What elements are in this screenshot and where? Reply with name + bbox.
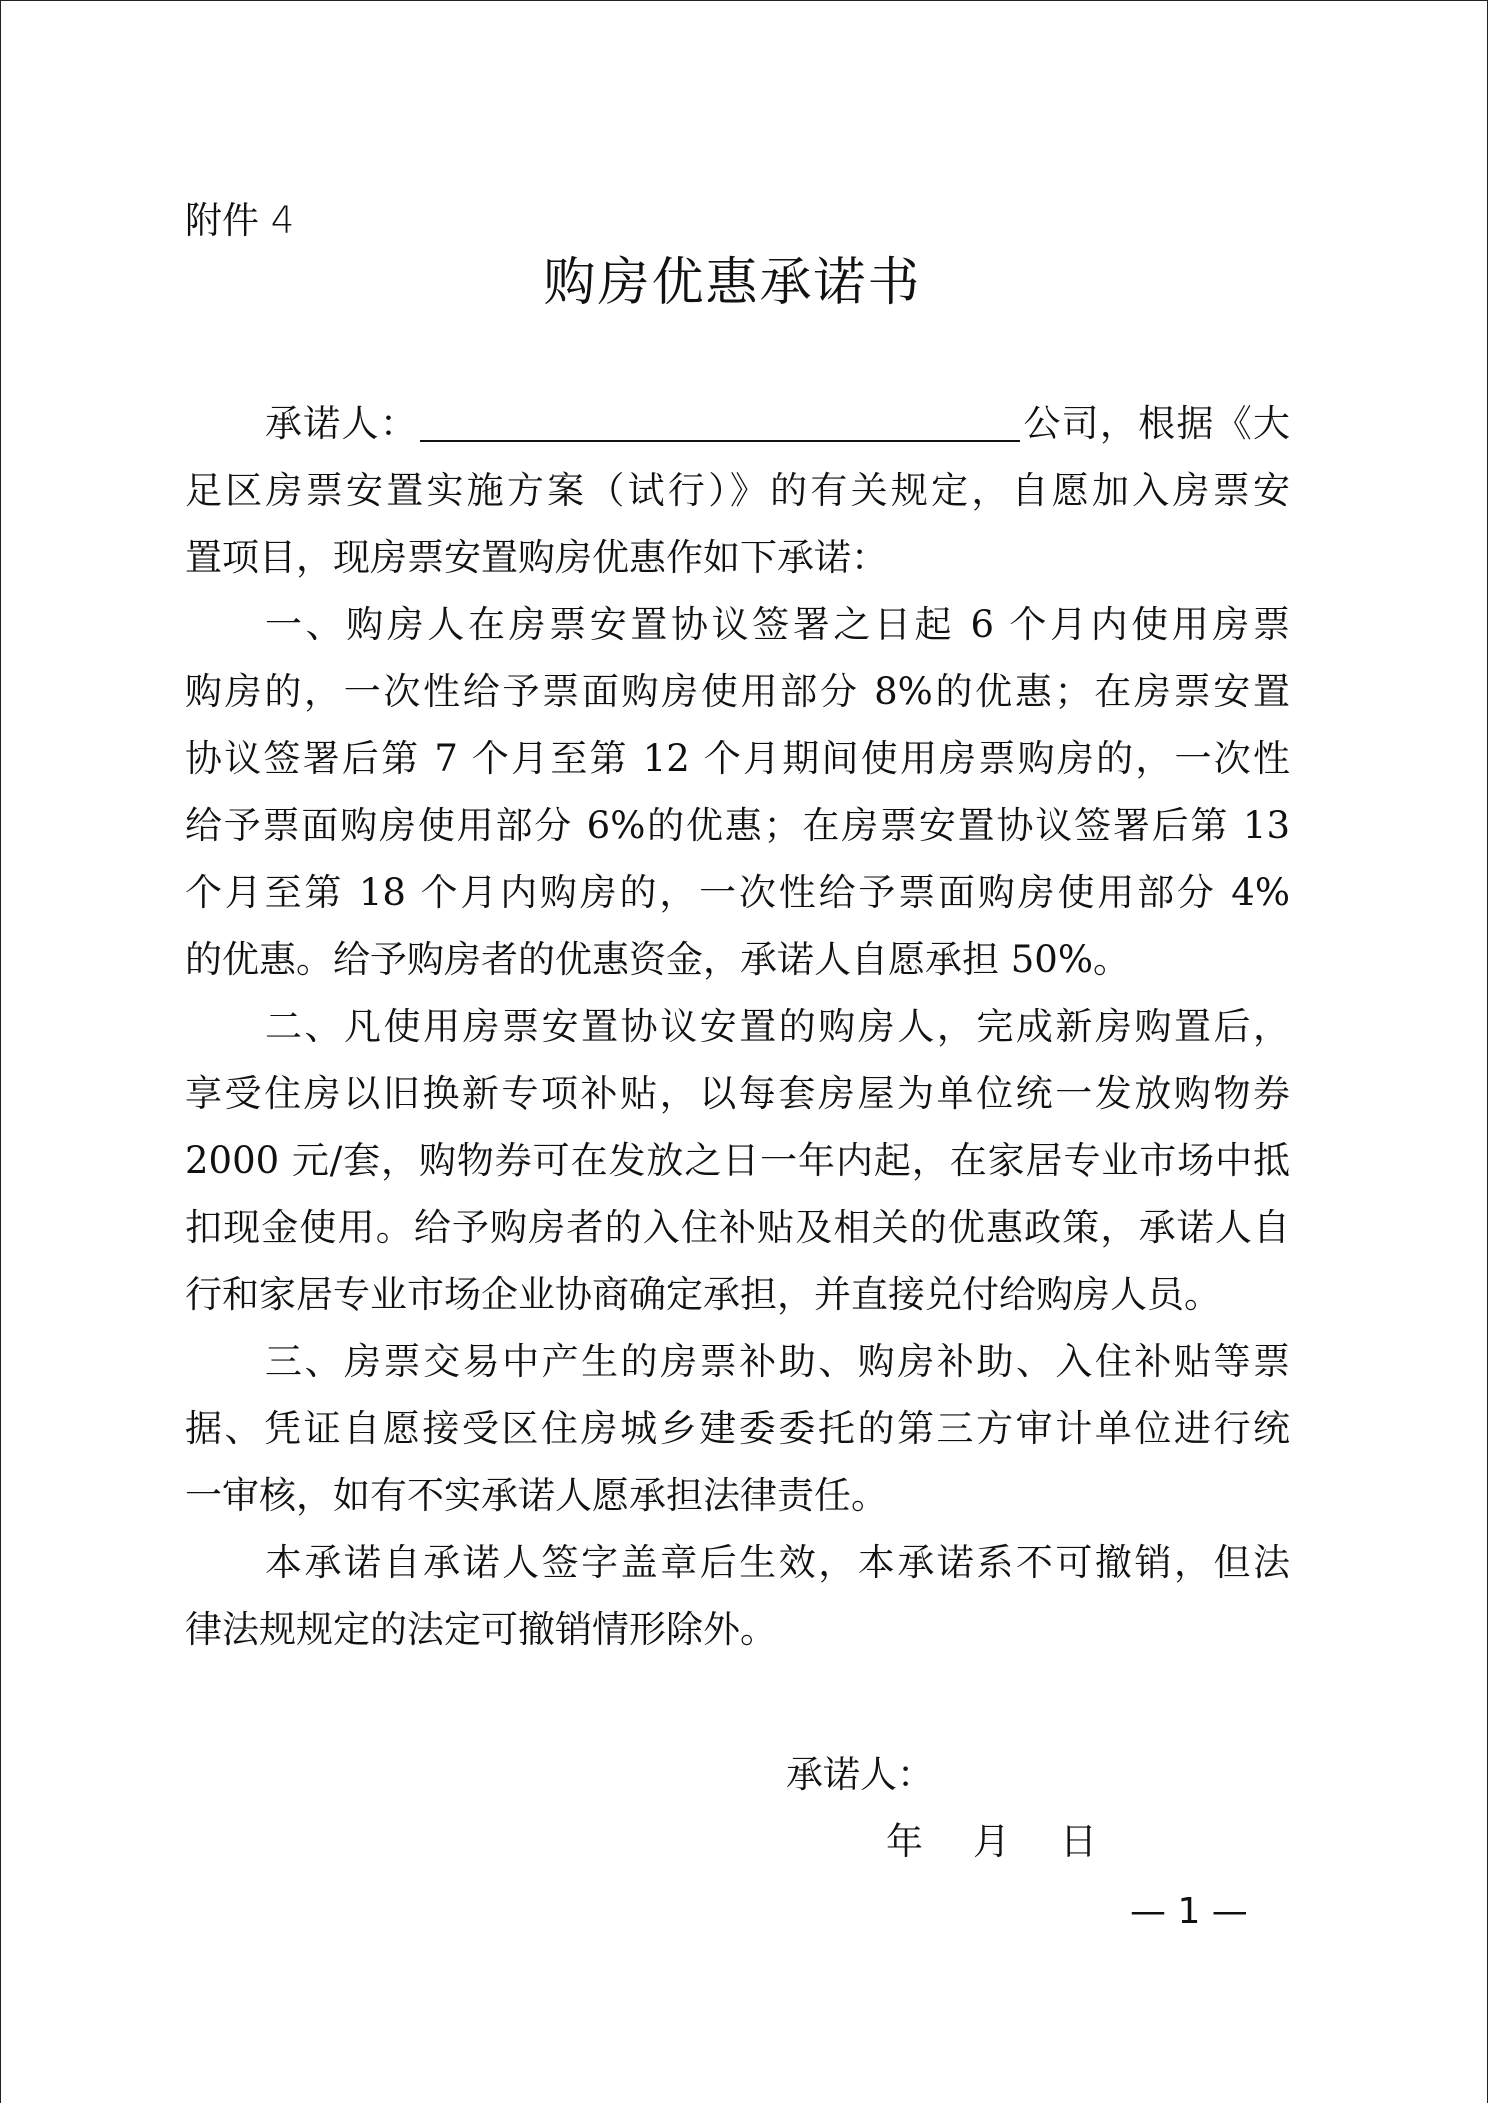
company-name-blank <box>420 402 1020 442</box>
clause1-line-5: 个月至第 18 个月内购房的，一次性给予票面购房使用部分 4% <box>185 871 1290 914</box>
clause3-line-2: 据、凭证自愿接受区住房城乡建委委托的第三方审计单位进行统 <box>185 1407 1290 1450</box>
clause2-line-2: 享受住房以旧换新专项补贴，以每套房屋为单位统一发放购物券 <box>185 1072 1290 1115</box>
intro-line-1-tail: 公司，根据《大 <box>1022 402 1291 445</box>
clause2-line-1: 二、凡使用房票安置协议安置的购房人，完成新房购置后， <box>265 1005 1290 1048</box>
clause1-line-1: 一、购房人在房票安置协议签署之日起 6 个月内使用房票 <box>265 603 1290 646</box>
closing-line-2: 律法规规定的法定可撤销情形除外。 <box>185 1608 777 1651</box>
signature-label: 承诺人： <box>786 1753 934 1796</box>
clause1-line-2: 购房的，一次性给予票面购房使用部分 8%的优惠；在房票安置 <box>185 670 1290 713</box>
signature-date <box>886 1812 1097 1872</box>
page-number: — 1 — <box>1130 1891 1248 1932</box>
intro-line-2: 足区房票安置实施方案（试行）》的有关规定，自愿加入房票安 <box>185 469 1290 512</box>
clause3-line-3: 一审核，如有不实承诺人愿承担法律责任。 <box>185 1474 888 1517</box>
date-month: 月 <box>973 1820 1010 1863</box>
closing-line-1: 本承诺自承诺人签字盖章后生效，本承诺系不可撤销，但法 <box>265 1541 1290 1584</box>
intro-line-1 <box>265 390 1290 457</box>
clause2-line-3: 2000 元/套，购物券可在发放之日一年内起，在家居专业市场中抵 <box>185 1139 1290 1182</box>
clause1-line-4: 给予票面购房使用部分 6%的优惠；在房票安置协议签署后第 13 <box>185 804 1290 847</box>
clause2-line-5: 行和家居专业市场企业协商确定承担，并直接兑付给购房人员。 <box>185 1273 1221 1316</box>
promisor-label: 承诺人： <box>265 402 419 445</box>
intro-line-3: 置项目，现房票安置购房优惠作如下承诺： <box>185 536 888 579</box>
date-year: 年 <box>886 1820 923 1863</box>
attachment-label: 附件 4 <box>185 199 295 242</box>
date-day: 日 <box>1060 1820 1097 1863</box>
clause1-line-3: 协议签署后第 7 个月至第 12 个月期间使用房票购房的，一次性 <box>185 737 1290 780</box>
clause1-line-6: 的优惠。给予购房者的优惠资金，承诺人自愿承担 50%。 <box>185 938 1130 981</box>
clause2-line-4: 扣现金使用。给予购房者的入住补贴及相关的优惠政策，承诺人自 <box>185 1206 1290 1249</box>
clause3-line-1: 三、房票交易中产生的房票补助、购房补助、入住补贴等票 <box>265 1340 1290 1383</box>
document-title: 购房优惠承诺书 <box>543 253 922 313</box>
